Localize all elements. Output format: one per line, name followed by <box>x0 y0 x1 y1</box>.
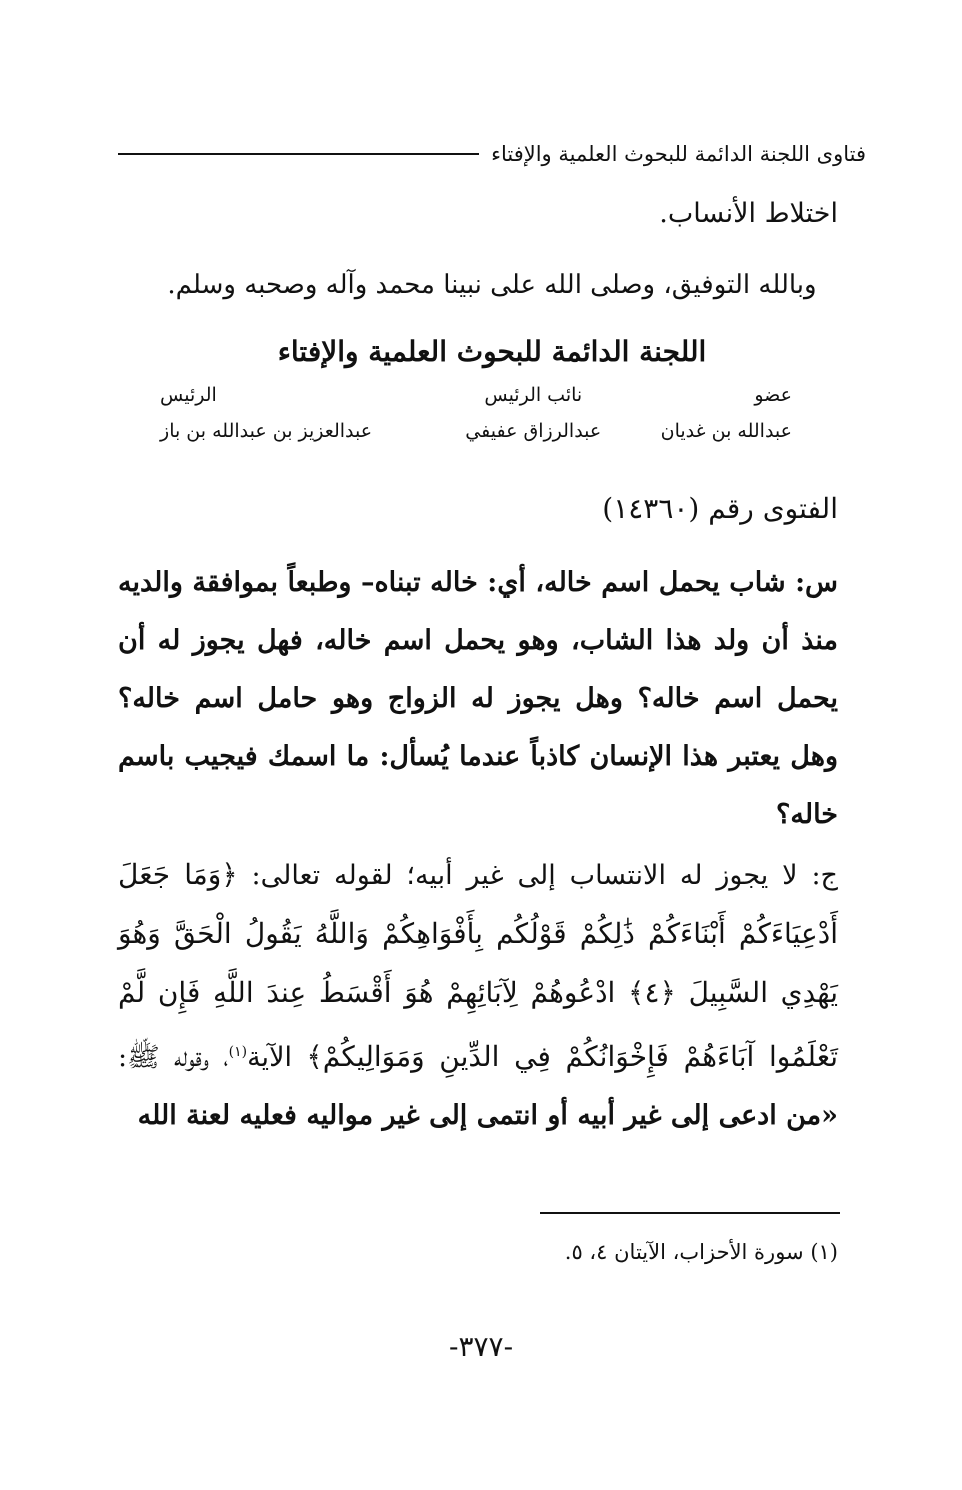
president-name: عبدالعزيز بن عبدالله بن باز <box>160 420 373 442</box>
running-header <box>118 134 866 174</box>
vice-president-role: نائب الرئيس <box>484 384 583 406</box>
member-name: عبدالله بن غديان <box>660 420 792 442</box>
signature-block <box>150 384 812 442</box>
answer-intro: ج: لا يجوز له الانتساب إلى غير أبيه؛ لقوله تعالى: <box>251 860 838 891</box>
member-role: عضو <box>754 384 792 406</box>
hadith-intro: ، وقوله ﷺ: <box>118 1042 229 1073</box>
page-number: -٣٧٧- <box>448 1330 514 1363</box>
answer-text <box>118 846 866 1145</box>
footnote-reference: (١) <box>228 1044 248 1060</box>
president-role: الرئيس <box>160 384 217 406</box>
running-header-title: فتاوى اللجنة الدائمة للبحوث العلمية والإفتاء <box>491 142 866 166</box>
closing-prayer: وبالله التوفيق، وصلى الله على نبينا محمد وآله وصحبه وسلم. <box>167 270 817 300</box>
header-rule <box>118 153 479 155</box>
hadith-text: «من ادعى إلى غير أبيه أو انتمى إلى غير مواليه فعليه لعنة الله <box>137 1100 838 1131</box>
fatwa-number: الفتوى رقم (١٤٣٦٠) <box>602 492 838 525</box>
question-text: س: شاب يحمل اسم خاله، أي: خاله تبناه– وطبعاً بموافقة والديه منذ أن ولد هذا الشاب، وهو يحمل اسم خاله، فهل يجوز له أن يحمل اسم خاله؟ وهل يجوز له الزواج وهو حامل اسم خاله؟ وهل يعتبر هذا الإنسان كاذباً عندما يُسأل: ما اسمك فيجيب باسم خاله؟ <box>118 567 838 830</box>
previous-fatwa-ending: اختلاط الأنساب. <box>659 198 838 229</box>
footnote-rule <box>540 1212 840 1214</box>
committee-title: اللجنة الدائمة للبحوث العلمية والإفتاء <box>277 335 707 368</box>
quran-verse: ﴿وَمَا جَعَلَ أَدْعِيَاءَكُمْ أَبْنَاءَكُمْ ذَٰلِكُمْ قَوْلُكُم بِأَفْوَاهِكُمْ وَاللَّهُ يَقُولُ الْحَقَّ وَهُوَ يَهْدِي السَّبِيلَ ﴿٤﴾ ادْعُوهُمْ لِآبَائِهِمْ هُوَ أَقْسَطُ عِندَ اللَّهِ فَإِن لَّمْ تَعْلَمُوا آبَاءَهُمْ فَإِخْوَانُكُمْ فِي الدِّينِ وَمَوَالِيكُمْ﴾ <box>118 858 838 1073</box>
vice-president-name: عبدالرزاق عفيفي <box>465 420 602 442</box>
ayah-label: الآية <box>247 1042 292 1073</box>
footnote: (١) سورة الأحزاب، الآيتان ٤، ٥. <box>564 1240 838 1264</box>
